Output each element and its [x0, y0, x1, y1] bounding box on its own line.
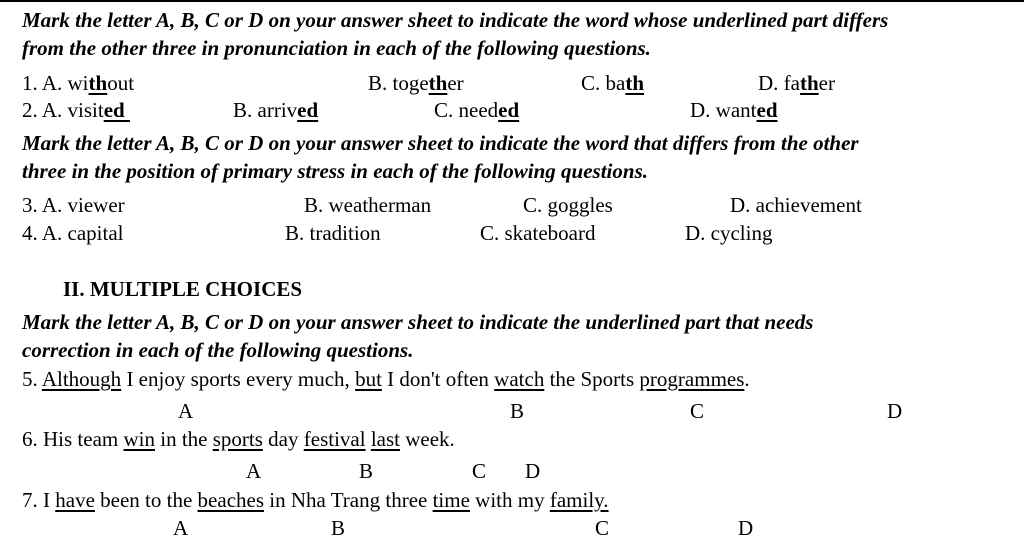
- top-rule: [0, 0, 1024, 2]
- q3-option-d: D. achievement: [730, 193, 862, 217]
- q3-option-a: 3. A. viewer: [22, 193, 125, 217]
- q2-option-b: B. arrived: [233, 98, 319, 122]
- q2-option-d: D. wanted: [690, 98, 778, 122]
- q5-label-c: C: [690, 399, 705, 423]
- q4-option-d: D. cycling: [685, 221, 773, 245]
- q6-label-d: D: [525, 459, 541, 483]
- mc-instruction-line2: correction in each of the following questions.: [22, 338, 414, 362]
- q7-label-c: C: [595, 516, 610, 540]
- q1-option-a: 1. A. without: [22, 71, 135, 95]
- q1-option-d: D. father: [758, 71, 835, 95]
- q2-option-c: C. needed: [434, 98, 520, 122]
- pronunciation-instruction-line1: Mark the letter A, B, C or D on your answer sheet to indicate the word whose underlined part differs: [22, 8, 889, 32]
- q4-option-b: B. tradition: [285, 221, 381, 245]
- q3-option-b: B. weatherman: [304, 193, 432, 217]
- q4-option-a: 4. A. capital: [22, 221, 124, 245]
- q7-label-d: D: [738, 516, 754, 540]
- q2-option-a: 2. A. visited: [22, 98, 130, 122]
- q6-sentence: 6. His team win in the sports day festival last week.: [22, 427, 455, 451]
- section-heading: II. MULTIPLE CHOICES: [63, 277, 303, 301]
- stress-instruction-line2: three in the position of primary stress in each of the following questions.: [22, 159, 648, 183]
- q1-option-b: B. together: [368, 71, 464, 95]
- q5-sentence: 5. Although I enjoy sports every much, but I don't often watch the Sports programmes.: [22, 367, 750, 391]
- q7-label-b: B: [331, 516, 346, 540]
- pronunciation-instruction-line2: from the other three in pronunciation in each of the following questions.: [22, 36, 651, 60]
- q1-option-c: C. bath: [581, 71, 645, 95]
- q5-label-a: A: [178, 399, 194, 423]
- q6-label-a: A: [246, 459, 262, 483]
- q3-option-c: C. goggles: [523, 193, 613, 217]
- q4-option-c: C. skateboard: [480, 221, 596, 245]
- q6-label-c: C: [472, 459, 487, 483]
- q5-label-d: D: [887, 399, 903, 423]
- q7-sentence: 7. I have been to the beaches in Nha Trang three time with my family.: [22, 488, 609, 512]
- stress-instruction-line1: Mark the letter A, B, C or D on your answer sheet to indicate the word that differs from the other: [22, 131, 859, 155]
- q6-label-b: B: [359, 459, 374, 483]
- mc-instruction-line1: Mark the letter A, B, C or D on your answer sheet to indicate the underlined part that needs: [22, 310, 814, 334]
- q5-label-b: B: [510, 399, 525, 423]
- q7-label-a: A: [173, 516, 189, 540]
